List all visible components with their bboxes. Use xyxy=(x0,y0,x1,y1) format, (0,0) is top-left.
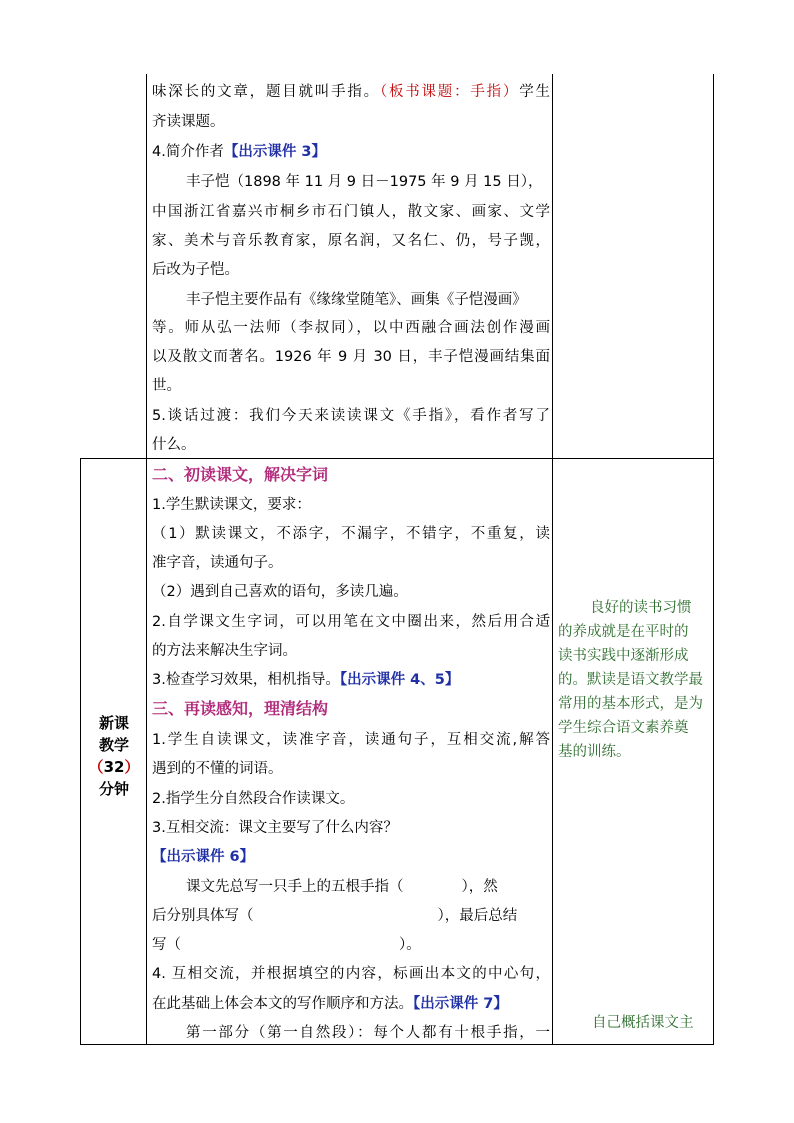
table-border-right xyxy=(713,74,714,1045)
text-line: 写（ ）。 xyxy=(152,937,421,953)
text-line: 什么。 xyxy=(152,437,196,453)
text-line: （1）默读课文，不添字，不漏字，不错字，不重复，读 xyxy=(152,526,550,542)
text-line: 课文先总写一只手上的五根手指（ ），然 xyxy=(186,879,498,895)
text-line: 家、美术与音乐教育家，原名润，又名仁、仍，号子觊， xyxy=(152,233,550,249)
stage-label: 新课 教学 （32） 分钟 xyxy=(88,714,140,798)
text-line: 世。 xyxy=(152,378,181,394)
courseware-tag: 【出示课件 4、5】 xyxy=(339,672,460,688)
text-line: （2）遇到自己喜欢的语句，多读几遍。 xyxy=(152,584,408,600)
text-line: 3.互相交流：课文主要写了什么内容？ xyxy=(152,820,398,836)
table-row-divider xyxy=(80,458,714,459)
text-line: 以及散文而著名。1926 年 9 月 30 日，丰子恺漫画结集面 xyxy=(152,349,550,365)
teaching-note: 自己概括课文主 xyxy=(592,1015,694,1031)
board-title-note: （板书课题：手指） xyxy=(379,84,520,100)
text-line: 3.检查学习效果，相机指导。【出示课件 4、5】 xyxy=(152,672,460,688)
text-line: 味深长的文章，题目就叫手指。（板书课题：手指）学生 xyxy=(152,84,550,100)
courseware-tag: 【出示课件 7】 xyxy=(413,996,508,1012)
teaching-note: 良好的读书习惯 的养成就是在平时的 读书实践中逐渐形成 的。默读是语文教学最 常用的基本形式，是为 学生综合语文素养奠 基的训练。 xyxy=(558,600,703,760)
text-line: 遇到的不懂的词语。 xyxy=(152,761,283,777)
table-divider-stage xyxy=(146,74,147,1045)
table-border-left xyxy=(80,458,81,1045)
text-line xyxy=(152,847,550,867)
text-line: 1.学生默读课文，要求： xyxy=(152,497,311,513)
section-heading: 二、初读课文，解决字词 xyxy=(152,465,329,484)
text-line: 4. 互相交流，并根据填空的内容，标画出本文的中心句， xyxy=(152,966,550,982)
text-line: 齐读课题。 xyxy=(152,114,225,130)
text-line: 的方法来解决生字词。 xyxy=(152,643,297,659)
text-line: 中国浙江省嘉兴市桐乡市石门镇人，散文家、画家、文学 xyxy=(152,204,550,220)
text-line: 在此基础上体会本文的写作顺序和方法。【出示课件 7】 xyxy=(152,996,508,1012)
courseware-tag: 【出示课件 3】 xyxy=(223,144,326,160)
text-line: 准字音，读通句子。 xyxy=(152,555,283,571)
text-line: 1.学生自读课文，读准字音，读通句子，互相交流,解答 xyxy=(152,732,550,748)
text-line: 丰子恺主要作品有《缘缘堂随笔》、画集《子恺漫画》 xyxy=(186,292,527,308)
text-line: 后分别具体写（ ），最后总结 xyxy=(152,908,518,924)
text-line: 等。师从弘一法师（李叔同），以中西融合画法创作漫画 xyxy=(152,320,550,336)
table-divider-notes xyxy=(552,74,553,1045)
text-line: 2.自学课文生字词，可以用笔在文中圈出来，然后用合适 xyxy=(152,614,550,630)
text-line: 5.谈话过渡：我们今天来读读课文《手指》，看作者写了 xyxy=(152,408,550,424)
text-line: 后改为子恺。 xyxy=(152,262,239,278)
text-line: 4.简介作者【出示课件 3】 xyxy=(152,144,326,160)
text-line: 第一部分（第一自然段）：每个人都有十根手指，一 xyxy=(186,1025,550,1041)
text-line: 丰子恺（1898 年 11 月 9 日－1975 年 9 月 15 日）， xyxy=(186,174,543,190)
text-line: 2.指学生分自然段合作读课文。 xyxy=(152,791,355,807)
section-heading: 三、再读感知，理清结构 xyxy=(152,699,329,718)
table-border-bottom xyxy=(80,1044,714,1045)
courseware-tag: 【出示课件 6】 xyxy=(152,849,255,865)
